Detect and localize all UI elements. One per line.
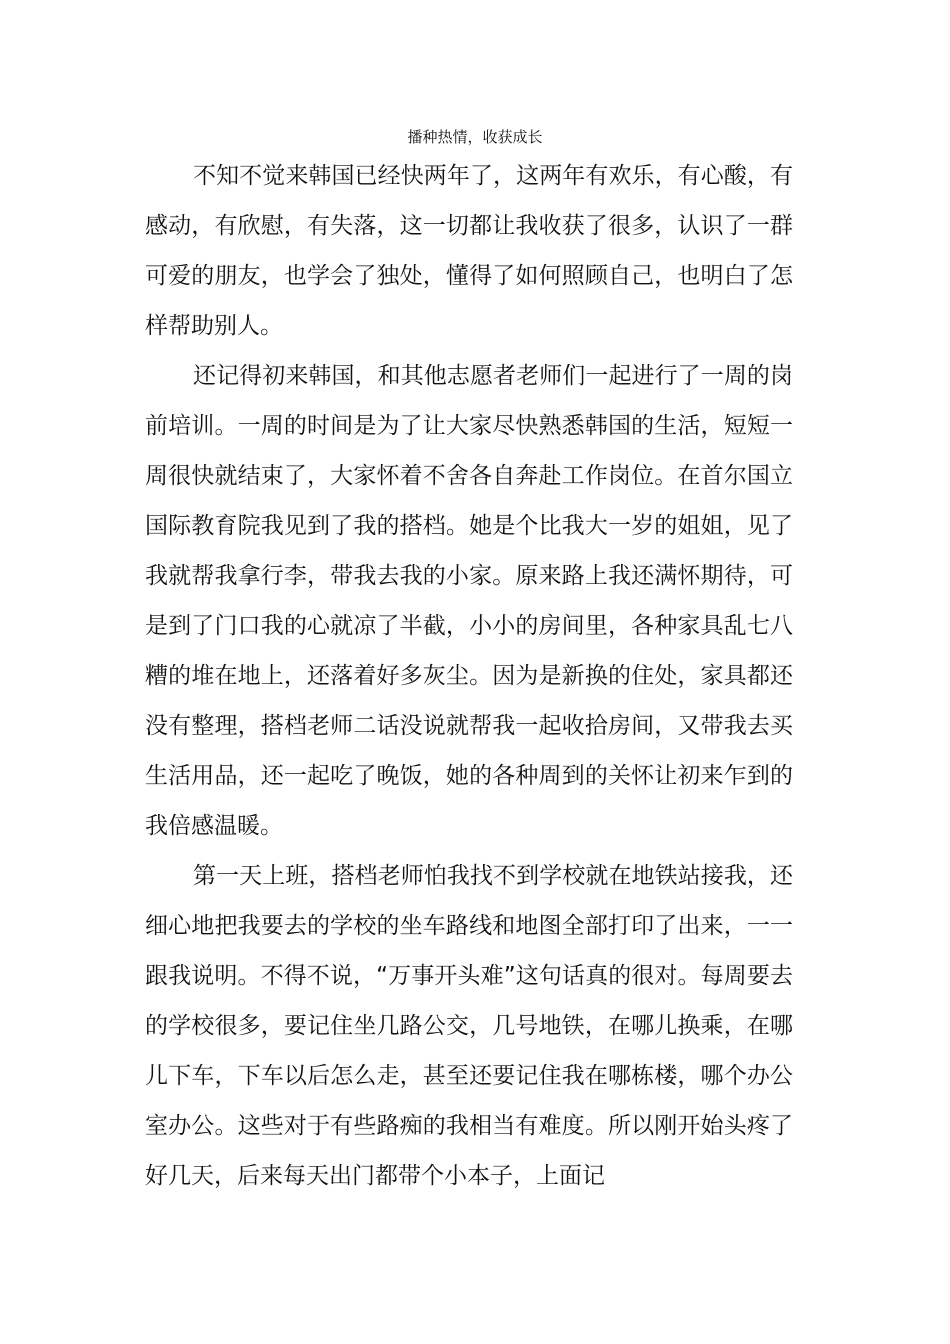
document-title: 播种热情，收获成长 [407,128,543,146]
paragraph-1: 不知不觉来韩国已经快两年了，这两年有欢乐，有心酸，有感动，有欣慰，有失落，这一切都让我收获了很多，认识了一群可爱的朋友，也学会了独处，懂得了如何照顾自己，也明白了怎样帮助别人。 [145,163,793,339]
document-body [145,151,793,1201]
paragraph-3: 第一天上班，搭档老师怕我找不到学校就在地铁站接我，还细心地把我要去的学校的坐车路线和地图全部打印了出来，一一跟我说明。不得不说，“万事开头难”这句话真的很对。每周要去的学校很多，要记住坐几路公交，几号地铁，在哪儿换乘，在哪儿下车，下车以后怎么走，甚至还要记住我在哪栋楼，哪个办公室办公。这些对于有些路痴的我相当有难度。所以刚开始头疼了好几天，后来每天出门都带个小本子，上面记 [145,863,793,1189]
paragraph-2: 还记得初来韩国，和其他志愿者老师们一起进行了一周的岗前培训。一周的时间是为了让大家尽快熟悉韩国的生活，短短一周很快就结束了，大家怀着不舍各自奔赴工作岗位。在首尔国立国际教育院我见到了我的搭档。她是个比我大一岁的姐姐，见了我就帮我拿行李，带我去我的小家。原来路上我还满怀期待，可是到了门口我的心就凉了半截，小小的房间里，各种家具乱七八糟的堆在地上，还落着好多灰尘。因为是新换的住处，家具都还没有整理，搭档老师二话没说就帮我一起收拾房间，又带我去买生活用品，还一起吃了晚饭，她的各种周到的关怀让初来乍到的我倍感温暖。 [145,363,793,839]
